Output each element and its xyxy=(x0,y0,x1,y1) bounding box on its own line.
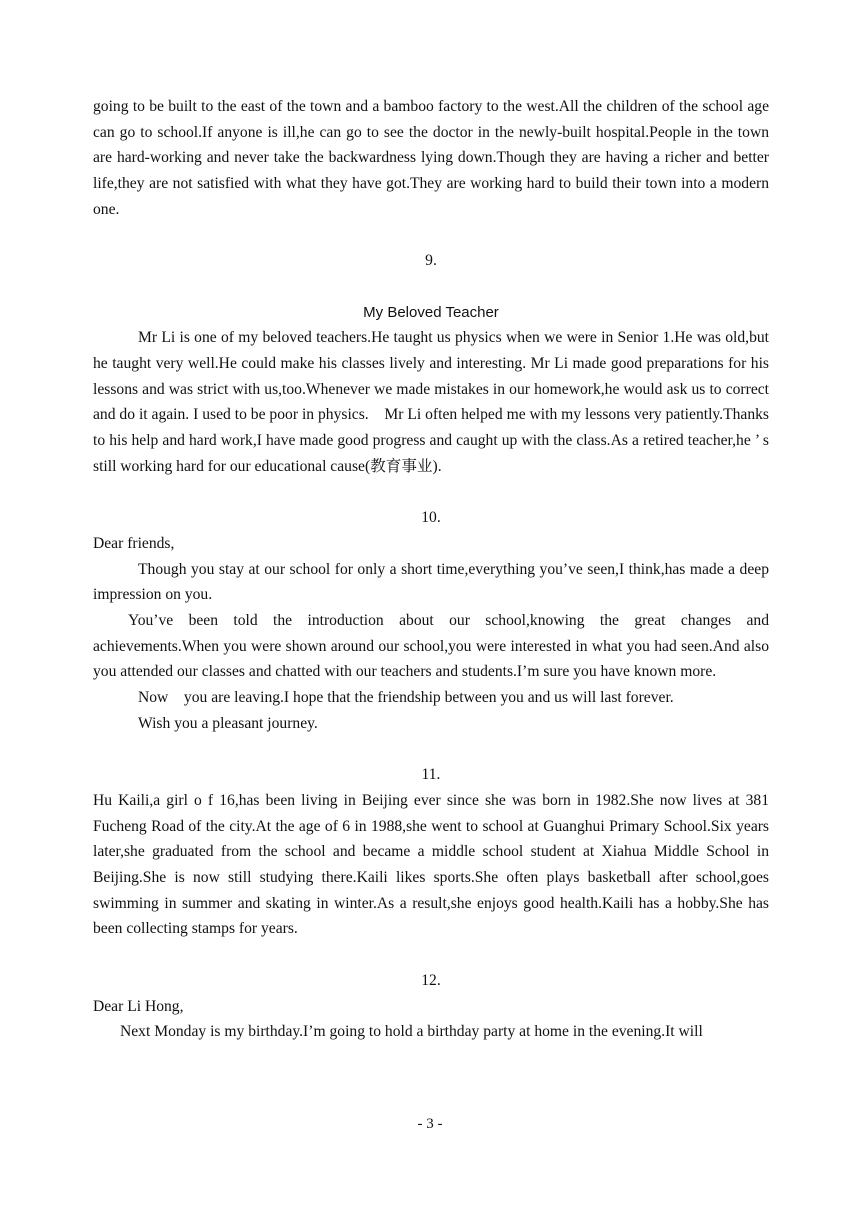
section-10-number: 10. xyxy=(421,509,441,527)
section-12-paragraph: Next Monday is my birthday.I’m going to hold a birthday party at home in the evening.It will xyxy=(120,1023,703,1041)
section-10-salutation: Dear friends, xyxy=(93,534,175,552)
section-10-paragraph-3: Now you are leaving.I hope that the friendship between you and us will last forever. xyxy=(138,689,674,707)
section-11-number: 11. xyxy=(421,766,441,784)
section-11-paragraph: Hu Kaili,a girl o f 16,has been living in Beijing ever since she was born in 1982.She now lives at 381 Fucheng Road of the city.At the age of 6 in 1988,she went to school at Guanghui Primary School.Six years later,she graduated from the school and became a middle school student at Xiahua Middle School in Beijing.She is now still studying there.Kaili likes sports.She often plays basketball after school,goes swimming in summer and skating in winter.As a result,she enjoys good health.Kaili has a hobby.She has been collecting stamps for years. xyxy=(93,791,769,938)
section-10-paragraph-1: Though you stay at our school for only a short time,everything you’ve seen,I think,has made a deep impression on you. xyxy=(93,560,769,604)
page-number: - 3 - xyxy=(417,1116,443,1132)
document-page xyxy=(93,94,769,1045)
section-9-number: 9. xyxy=(425,252,437,270)
section-10-paragraph-4: Wish you a pleasant journey. xyxy=(138,714,318,732)
section-10-paragraph-2: You’ve been told the introduction about our school,knowing the great changes and achievements.When you were shown around our school,you were interested in what you had seen.And also you attended our classes and chatted with our teachers and students.I’m sure you have known more. xyxy=(93,612,769,681)
section-9-paragraph: Mr Li is one of my beloved teachers.He taught us physics when we were in Senior 1.He was old,but he taught very well.He could make his classes lively and interesting. Mr Li made good preparations for his lessons and was strict with us,too.Whenever we made mistakes in our homework,he would ask us to correct and do it again. I used to be poor in physics. Mr Li often helped me with my lessons very patiently.Thanks to his help and hard work,I have made good progress and caught up with the class.As a retired teacher,he ’ s still working hard for our educational cause(教育事业). xyxy=(93,329,769,475)
section-12-number: 12. xyxy=(421,971,441,989)
section-8-paragraph: going to be built to the east of the town and a bamboo factory to the west.All the children of the school age can go to school.If anyone is ill,he can go to see the doctor in the newly-built hospital.People in the town are hard-working and never take the backwardness lying down.Though they are having a richer and better life,they are not satisfied with what they have got.They are working hard to build their town into a modern one. xyxy=(93,98,769,218)
section-12-salutation: Dear Li Hong, xyxy=(93,997,184,1015)
section-9-title: My Beloved Teacher xyxy=(363,303,499,321)
